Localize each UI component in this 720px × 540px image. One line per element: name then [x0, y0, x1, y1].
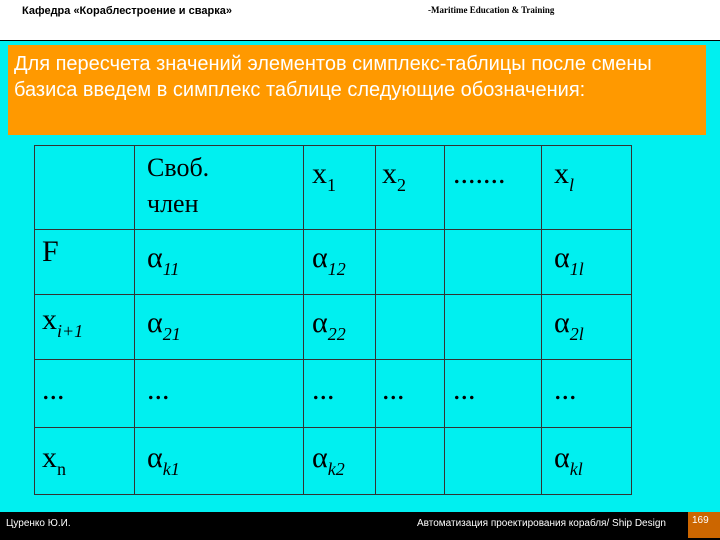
header-x1-sub: 1: [327, 175, 336, 195]
row-xn-base: x: [42, 441, 57, 474]
table-hline: [34, 294, 632, 295]
header-x1: [312, 157, 336, 196]
table-vline: [303, 145, 304, 495]
alpha-symbol: α: [554, 306, 570, 339]
header-free-term-line2: член: [147, 189, 199, 218]
dots-cell: ...: [147, 373, 170, 406]
alpha-k2: [312, 441, 345, 480]
header-xl-base: x: [554, 157, 569, 190]
table-vline: [34, 145, 35, 495]
table-hline: [34, 494, 632, 495]
author-name: Цуренко Ю.И.: [6, 518, 71, 529]
program-title: -Maritime Education & Training: [428, 5, 555, 15]
alpha-k2-sub: k2: [327, 459, 345, 479]
alpha-symbol: α: [554, 441, 570, 474]
alpha-kl: [554, 441, 583, 480]
simplex-table: [34, 145, 632, 495]
alpha-21: [147, 306, 181, 345]
alpha-21-sub: 21: [162, 324, 181, 344]
dots-cell: ...: [453, 373, 476, 406]
alpha-symbol: α: [147, 241, 163, 274]
alpha-2l: [554, 306, 584, 345]
intro-box: [8, 45, 706, 135]
table-hline: [34, 145, 632, 146]
course-title: Автоматизация проектирования корабля/ Ship Design: [417, 518, 666, 529]
alpha-symbol: α: [554, 241, 570, 274]
dots-cell: ...: [42, 373, 65, 406]
table-vline: [444, 145, 445, 495]
slide-footer: [0, 512, 720, 540]
header-free-term: [147, 150, 209, 222]
slide-header: [0, 0, 720, 41]
table-hline: [34, 229, 632, 230]
header-free-term-line1: Своб.: [147, 153, 210, 182]
alpha-symbol: α: [147, 306, 163, 339]
alpha-12-sub: 12: [327, 259, 346, 279]
alpha-k1-sub: k1: [162, 459, 180, 479]
dots-cell: ...: [382, 373, 405, 406]
table-vline: [631, 145, 632, 495]
header-dots: .......: [453, 157, 506, 190]
page-number-box: [688, 512, 720, 538]
header-xl-sub: l: [569, 175, 575, 195]
table-hline: [34, 427, 632, 428]
header-x2-base: x: [382, 157, 397, 190]
alpha-11: [147, 241, 179, 280]
alpha-22-sub: 22: [327, 324, 346, 344]
alpha-kl-sub: kl: [569, 459, 583, 479]
header-x2-sub: 2: [397, 175, 406, 195]
row-f-label: F: [42, 235, 59, 268]
header-x2: [382, 157, 406, 196]
alpha-1l: [554, 241, 584, 280]
table-vline: [541, 145, 542, 495]
dots-cell: ...: [554, 373, 577, 406]
table-vline: [375, 145, 376, 495]
alpha-22: [312, 306, 346, 345]
row-xn-label: [42, 441, 66, 480]
alpha-symbol: α: [312, 306, 328, 339]
row-xi1-sub: i+1: [57, 321, 84, 341]
table-vline: [134, 145, 135, 495]
alpha-symbol: α: [312, 241, 328, 274]
alpha-symbol: α: [312, 441, 328, 474]
table-hline: [34, 359, 632, 360]
row-xn-sub: n: [57, 459, 66, 479]
department-title: Кафедра «Кораблестроение и сварка»: [22, 5, 232, 17]
row-xi1-base: x: [42, 303, 57, 336]
alpha-2l-sub: 2l: [569, 324, 584, 344]
header-xl: [554, 157, 574, 196]
row-xi1-label: [42, 303, 83, 342]
header-x1-base: x: [312, 157, 327, 190]
page-number: 169: [692, 515, 709, 526]
dots-cell: ...: [312, 373, 335, 406]
intro-text: Для пересчета значений элементов симплекс-таблицы после смены базиса введем в симплекс таблице следующие обозначения:: [14, 53, 652, 101]
alpha-k1: [147, 441, 180, 480]
alpha-1l-sub: 1l: [569, 259, 584, 279]
alpha-12: [312, 241, 346, 280]
alpha-symbol: α: [147, 441, 163, 474]
alpha-11-sub: 11: [162, 259, 180, 279]
